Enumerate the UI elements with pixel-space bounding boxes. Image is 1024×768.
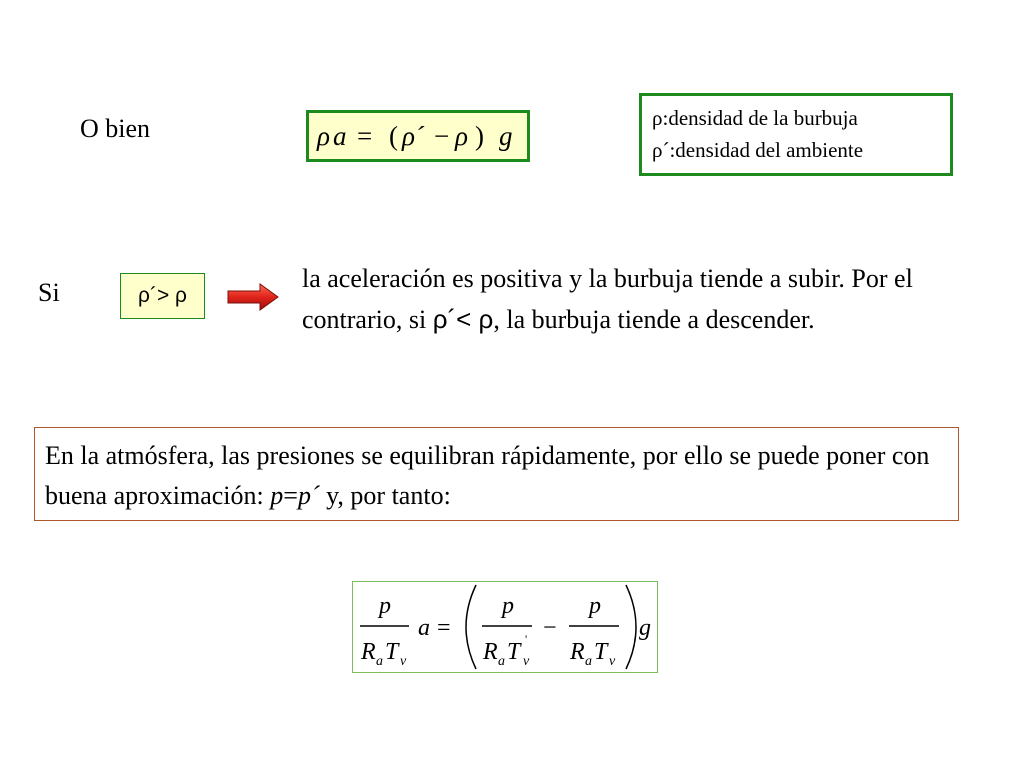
- fraction-3-sub-v: v: [609, 654, 616, 669]
- formula-ideal-gas: [353, 582, 657, 672]
- fraction-3-sub-a: a: [585, 654, 592, 669]
- explanation-condition: ρ´< ρ: [432, 304, 494, 334]
- explanation-text: [302, 258, 992, 340]
- note-text-1: En la atmósfera, las presiones se equilibran rápidamente, por ello se puede poner con buena aproximación:: [45, 441, 930, 510]
- fraction-2-T: T: [507, 639, 521, 665]
- formula-buoyancy-box: [306, 110, 530, 162]
- condition-text: ρ´> ρ: [138, 284, 187, 307]
- legend-line-ambient-density: ρ´:densidad del ambiente: [652, 138, 864, 162]
- formula-minus: −: [543, 615, 557, 641]
- note-eq-lhs: p: [270, 481, 284, 510]
- right-arrow-icon: [226, 282, 280, 317]
- fraction-3-R: R: [570, 639, 585, 665]
- atmosphere-note-box: [34, 427, 959, 521]
- fraction-1-R: R: [361, 639, 376, 665]
- formula-rho-prime: ρ´: [402, 121, 424, 151]
- formula-minus: −: [434, 121, 450, 151]
- fraction-2-R: R: [483, 639, 498, 665]
- formula-a: a: [418, 615, 430, 641]
- formula-a: a: [333, 121, 347, 151]
- formula-right-paren: [626, 585, 636, 669]
- note-text-2: y, por tanto:: [319, 481, 451, 510]
- legend-line-bubble-density: ρ:densidad de la burbuja: [652, 106, 858, 130]
- formula-rparen: ): [475, 121, 484, 151]
- fraction-1-sub-a: a: [376, 654, 383, 669]
- formula-ideal-gas-box: [352, 581, 658, 673]
- formula-rho-2: ρ: [455, 121, 468, 151]
- formula-rho: ρ: [317, 121, 330, 151]
- fraction-1-sub-v: v: [400, 654, 407, 669]
- si-label: Si: [38, 278, 60, 307]
- fraction-1-T: T: [385, 639, 399, 665]
- explanation-part-2: , la burbuja tiende a descender.: [493, 305, 815, 334]
- explanation-part-1: la aceleración es positiva y la burbuja tiende a subir. Por el contrario, si: [302, 264, 913, 334]
- fraction-2-sub-a: a: [498, 654, 505, 669]
- fraction-3-T: T: [594, 639, 608, 665]
- fraction-3-numerator: p: [589, 593, 601, 619]
- legend-box: [639, 93, 953, 176]
- formula-lparen: (: [389, 121, 398, 151]
- formula-equals: =: [437, 615, 451, 641]
- formula-left-paren: [466, 585, 476, 669]
- formula-g: g: [499, 121, 513, 151]
- fraction-2-prime: ': [525, 632, 528, 646]
- o-bien-label: O bien: [80, 114, 151, 143]
- formula-buoyancy: [309, 113, 527, 159]
- condition-box: [120, 273, 205, 319]
- fraction-1-numerator: p: [379, 593, 391, 619]
- note-eq-sign: =: [283, 481, 298, 510]
- formula-equals: =: [357, 121, 373, 151]
- fraction-2-numerator: p: [502, 593, 514, 619]
- fraction-2-sub-v: v: [523, 654, 530, 669]
- formula-g: g: [639, 615, 651, 641]
- note-eq-rhs: p´: [297, 481, 320, 510]
